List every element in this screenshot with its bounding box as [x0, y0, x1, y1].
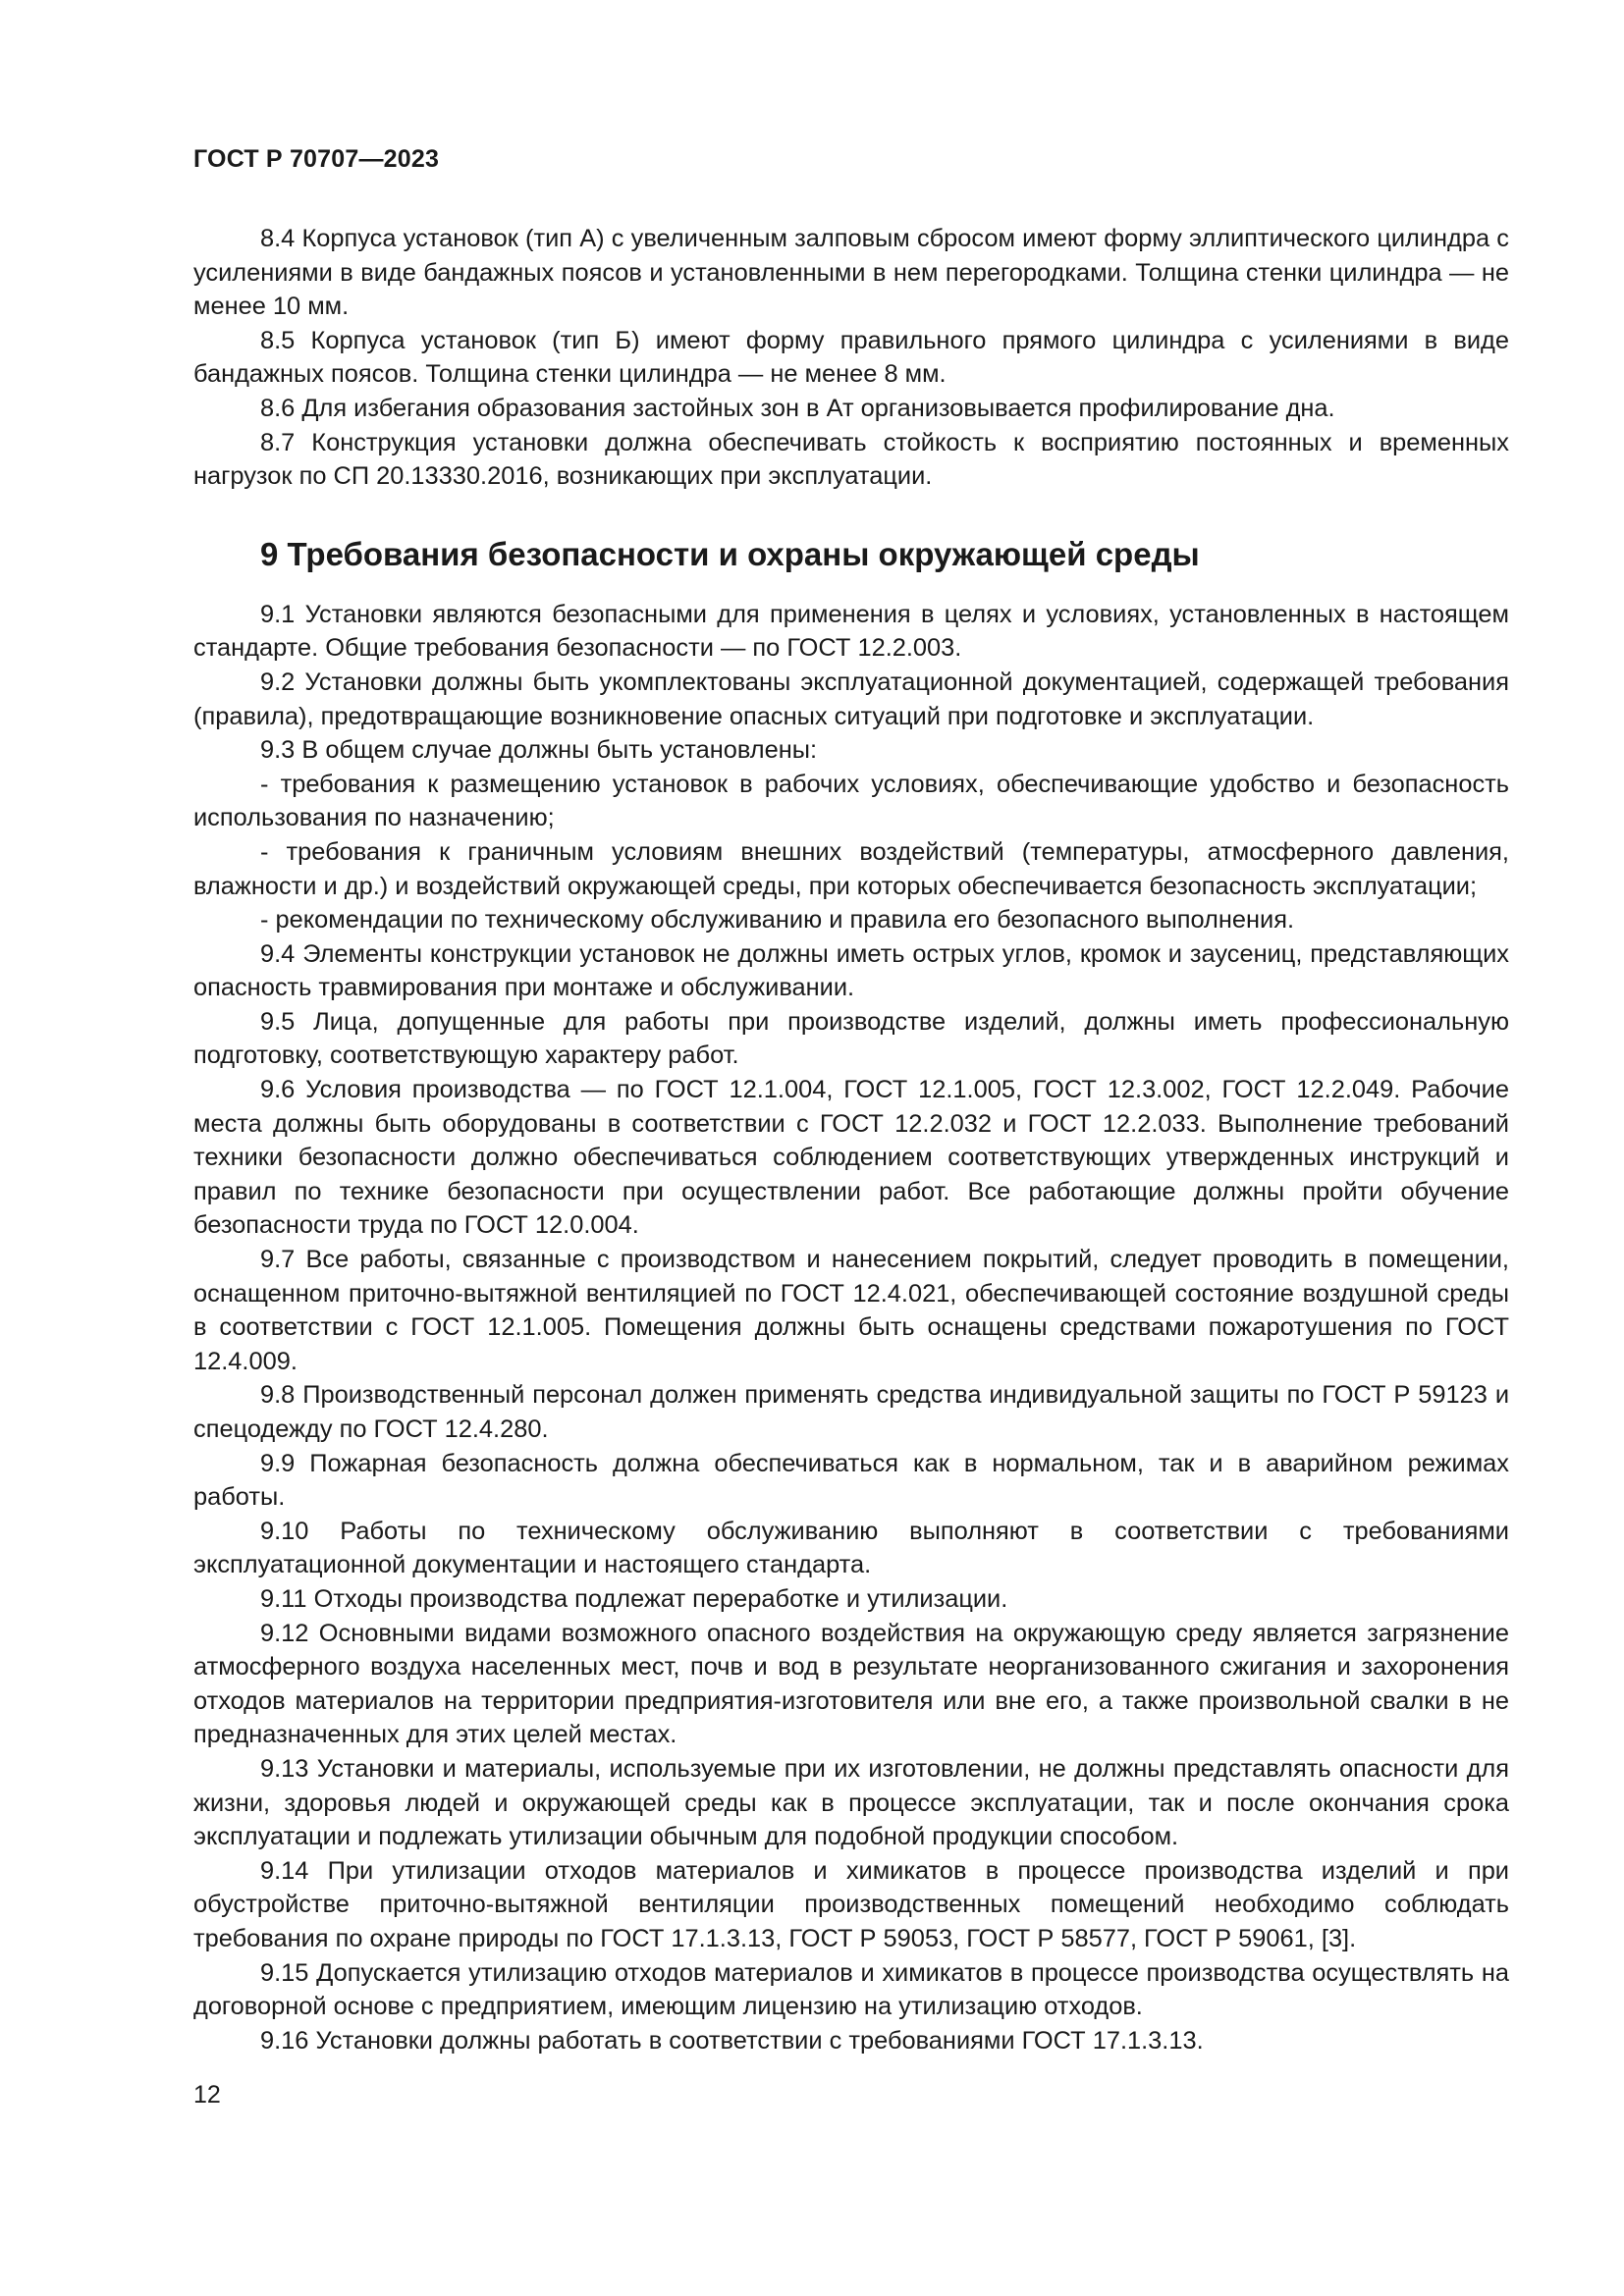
list-item-9-3-c: - рекомендации по техническому обслуживанию и правила его безопасного выполнения. — [260, 906, 1295, 934]
paragraph-9-3: 9.3 В общем случае должны быть установлены: — [260, 736, 818, 765]
paragraph-9-15: 9.15 Допускается утилизацию отходов материалов и химикатов в процессе производства осуществлять на договорной основе с предприятием, имеющим лицензию на утилизацию отходов. — [193, 1958, 1509, 2021]
paragraph-9-6: 9.6 Условия производства — по ГОСТ 12.1.004, ГОСТ 12.1.005, ГОСТ 12.3.002, ГОСТ 12.2.049. Рабочие места должны быть оборудованы в соответствии с ГОСТ 12.2.032 и ГОСТ 12.2.033. Выполнение требований техники безопасности должно обеспечиваться соблюдением соответствующих утвержденных инструкций и правил по технике безопасности при осуществлении работ. Все работающие должны пройти обучение безопасности труда по ГОСТ 12.0.004. — [193, 1076, 1509, 1240]
paragraph-9-4: 9.4 Элементы конструкции установок не должны иметь острых углов, кромок и заусениц, представляющих опасность травмирования при монтаже и обслуживании. — [193, 939, 1509, 1002]
section-9-heading: 9 Требования безопасности и охраны окружающей среды — [260, 535, 1200, 572]
paragraph-8-4: 8.4 Корпуса установок (тип А) с увеличенным залповым сбросом имеют форму эллиптического цилиндра с усилениями в виде бандажных поясов и установленными в нем перегородками. Толщина стенки цилиндра — не менее 10 мм. — [193, 225, 1509, 321]
paragraph-9-13: 9.13 Установки и материалы, используемые при их изготовлении, не должны представлять опасности для жизни, здоровья людей и окружающей среды как в процессе эксплуатации, так и после окончания срока эксплуатации и подлежать утилизации обычным для подобной продукции способом. — [193, 1754, 1509, 1851]
paragraph-9-8: 9.8 Производственный персонал должен применять средства индивидуальной защиты по ГОСТ Р 59123 и спецодежду по ГОСТ 12.4.280. — [193, 1381, 1509, 1443]
paragraph-9-2: 9.2 Установки должны быть укомплектованы эксплуатационной документацией, содержащей требования (правила), предотвращающие возникновение опасных ситуаций при подготовке и эксплуатации. — [193, 667, 1509, 730]
paragraph-8-5: 8.5 Корпуса установок (тип Б) имеют форму правильного прямого цилиндра с усилениями в виде бандажных поясов. Толщина стенки цилиндра — не менее 8 мм. — [193, 326, 1509, 389]
page-number: 12 — [193, 2081, 221, 2109]
document-code: ГОСТ Р 70707—2023 — [193, 145, 440, 173]
paragraph-8-6: 8.6 Для избегания образования застойных зон в Ат организовывается профилирование дна. — [260, 394, 1335, 422]
paragraph-9-11: 9.11 Отходы производства подлежат переработке и утилизации. — [260, 1584, 1008, 1613]
paragraph-9-12: 9.12 Основными видами возможного опасного воздействия на окружающую среду является загрязнение атмосферного воздуха населенных мест, почв и вод в результате неорганизованного сжигания и захоронения отходов материалов на территории предприятия-изготовителя или вне его, а также произвольной свалки в не предназначенных для этих целей местах. — [193, 1619, 1509, 1749]
list-item-9-3-b: - требования к граничным условиям внешних воздействий (температуры, атмосферного давления, влажности и др.) и воздействий окружающей среды, при которых обеспечивается безопасность эксплуатации; — [193, 837, 1509, 900]
paragraph-9-10: 9.10 Работы по техническому обслуживанию выполняют в соответствии с требованиями эксплуатационной документации и настоящего стандарта. — [193, 1517, 1509, 1579]
paragraph-9-14: 9.14 При утилизации отходов материалов и химикатов в процессе производства изделий и при обустройстве приточно-вытяжной вентиляции производственных помещений необходимо соблюдать требования по охране природы по ГОСТ 17.1.3.13, ГОСТ Р 59053, ГОСТ Р 58577, ГОСТ Р 59061, [3]. — [193, 1856, 1509, 1952]
paragraph-9-9: 9.9 Пожарная безопасность должна обеспечиваться как в нормальном, так и в аварийном режимах работы. — [193, 1449, 1509, 1512]
list-item-9-3-a: - требования к размещению установок в рабочих условиях, обеспечивающие удобство и безопасность использования по назначению; — [193, 770, 1509, 832]
document-body — [193, 222, 1509, 2057]
paragraph-9-7: 9.7 Все работы, связанные с производством и нанесением покрытий, следует проводить в помещении, оснащенном приточно-вытяжной вентиляцией по ГОСТ 12.4.021, обеспечивающей состояние воздушной среды в соответствии с ГОСТ 12.1.005. Помещения должны быть оснащены средствами пожаротушения по ГОСТ 12.4.009. — [193, 1246, 1509, 1375]
paragraph-9-5: 9.5 Лица, допущенные для работы при производстве изделий, должны иметь профессиональную подготовку, соответствующую характеру работ. — [193, 1007, 1509, 1070]
paragraph-9-1: 9.1 Установки являются безопасными для применения в целях и условиях, установленных в настоящем стандарте. Общие требования безопасности — по ГОСТ 12.2.003. — [193, 600, 1509, 663]
paragraph-9-16: 9.16 Установки должны работать в соответствии с требованиями ГОСТ 17.1.3.13. — [260, 2026, 1204, 2055]
paragraph-8-7: 8.7 Конструкция установки должна обеспечивать стойкость к восприятию постоянных и временных нагрузок по СП 20.13330.2016, возникающих при эксплуатации. — [193, 428, 1509, 491]
